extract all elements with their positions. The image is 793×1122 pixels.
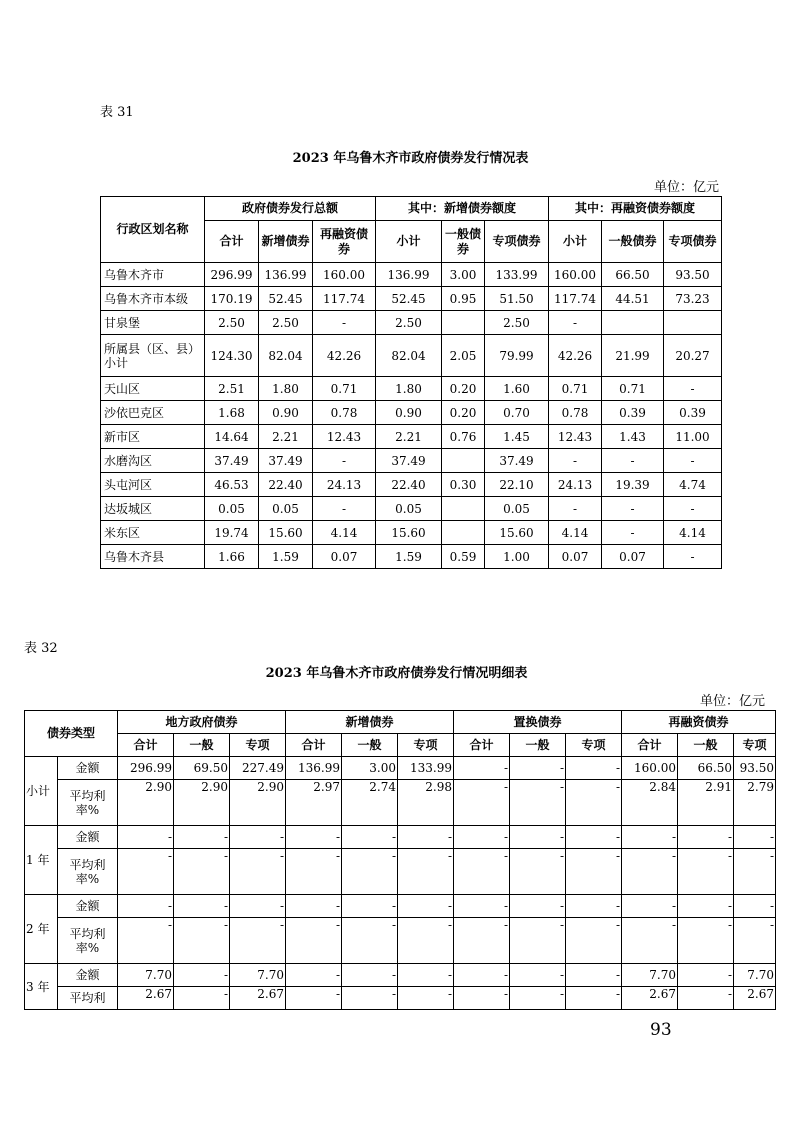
value-cell: - [566, 964, 622, 987]
page-number: 93 [650, 1020, 672, 1040]
column-header: 合计 [454, 734, 510, 757]
column-header: 一般 [174, 734, 230, 757]
value-cell: - [678, 826, 734, 849]
value-cell: - [286, 987, 342, 1010]
value-cell: - [454, 826, 510, 849]
value-cell: 136.99 [259, 263, 313, 287]
value-cell: 0.76 [442, 425, 485, 449]
value-cell: - [118, 895, 174, 918]
value-cell: - [286, 895, 342, 918]
amount-label: 金额 [58, 964, 118, 987]
value-cell: 0.07 [602, 545, 664, 569]
value-cell: - [622, 849, 678, 895]
value-cell: 14.64 [205, 425, 259, 449]
column-header: 合计 [622, 734, 678, 757]
value-cell: - [230, 849, 286, 895]
value-cell: - [313, 311, 376, 335]
value-cell: - [286, 826, 342, 849]
value-cell: - [454, 849, 510, 895]
value-cell: 2.51 [205, 377, 259, 401]
column-header: 专项 [398, 734, 454, 757]
value-cell: 0.95 [442, 287, 485, 311]
value-cell: - [678, 895, 734, 918]
value-cell: - [602, 521, 664, 545]
table-row [101, 449, 722, 473]
column-header: 一般债券 [602, 221, 664, 263]
value-cell: 11.00 [664, 425, 722, 449]
amount-label: 金额 [58, 826, 118, 849]
value-cell: - [566, 895, 622, 918]
value-cell: 2.97 [286, 780, 342, 826]
value-cell: 0.30 [442, 473, 485, 497]
value-cell: 1.43 [602, 425, 664, 449]
value-cell: - [398, 849, 454, 895]
value-cell: 227.49 [230, 757, 286, 780]
value-cell: - [510, 964, 566, 987]
region-name: 甘泉堡 [101, 311, 205, 335]
value-cell: 1.80 [259, 377, 313, 401]
value-cell [442, 521, 485, 545]
value-cell: - [454, 987, 510, 1010]
table-31-unit: 单位：亿元 [654, 180, 720, 195]
rate-label: 平均利率% [58, 849, 118, 895]
value-cell [442, 449, 485, 473]
value-cell [602, 311, 664, 335]
value-cell: 0.39 [664, 401, 722, 425]
value-cell: - [510, 826, 566, 849]
value-cell: 124.30 [205, 335, 259, 377]
value-cell: 2.50 [485, 311, 549, 335]
value-cell: 2.79 [734, 780, 776, 826]
column-header: 一般 [342, 734, 398, 757]
value-cell: 93.50 [734, 757, 776, 780]
value-cell: - [510, 849, 566, 895]
value-cell: - [342, 918, 398, 964]
value-cell: 22.40 [376, 473, 442, 497]
value-cell: - [118, 849, 174, 895]
value-cell: 15.60 [485, 521, 549, 545]
value-cell: - [664, 545, 722, 569]
value-cell: - [622, 895, 678, 918]
value-cell: - [510, 780, 566, 826]
value-cell: 2.90 [174, 780, 230, 826]
value-cell: 44.51 [602, 287, 664, 311]
region-name: 天山区 [101, 377, 205, 401]
value-cell: 37.49 [205, 449, 259, 473]
column-header: 新增债券 [259, 221, 313, 263]
value-cell: 136.99 [286, 757, 342, 780]
region-name: 乌鲁木齐市本级 [101, 287, 205, 311]
value-cell: - [566, 918, 622, 964]
value-cell: 69.50 [174, 757, 230, 780]
value-cell: 136.99 [376, 263, 442, 287]
region-name: 水磨沟区 [101, 449, 205, 473]
value-cell: 160.00 [622, 757, 678, 780]
value-cell: 1.68 [205, 401, 259, 425]
value-cell: - [398, 918, 454, 964]
value-cell [442, 311, 485, 335]
value-cell: 0.90 [376, 401, 442, 425]
value-cell: - [566, 757, 622, 780]
region-name: 米东区 [101, 521, 205, 545]
value-cell: 296.99 [118, 757, 174, 780]
table-row [25, 849, 776, 895]
table-row [25, 757, 776, 780]
value-cell: - [454, 964, 510, 987]
value-cell: 1.66 [205, 545, 259, 569]
value-cell: - [664, 449, 722, 473]
value-cell: - [230, 918, 286, 964]
value-cell: 20.27 [664, 335, 722, 377]
table-row [25, 987, 776, 1010]
value-cell: - [734, 826, 776, 849]
value-cell: 2.50 [205, 311, 259, 335]
value-cell: 66.50 [678, 757, 734, 780]
value-cell: 2.21 [376, 425, 442, 449]
rate-label: 平均利率% [58, 780, 118, 826]
value-cell: - [664, 377, 722, 401]
value-cell: 0.05 [205, 497, 259, 521]
value-cell: 73.23 [664, 287, 722, 311]
value-cell: 2.67 [622, 987, 678, 1010]
value-cell: - [510, 757, 566, 780]
group-header-refi: 其中：再融资债券额度 [549, 197, 722, 221]
value-cell: 296.99 [205, 263, 259, 287]
value-cell: 0.20 [442, 377, 485, 401]
value-cell: - [118, 826, 174, 849]
value-cell: - [174, 918, 230, 964]
region-name: 乌鲁木齐县 [101, 545, 205, 569]
value-cell: 0.70 [485, 401, 549, 425]
term-group: 小计 [25, 757, 58, 826]
table-row [101, 377, 722, 401]
value-cell: 2.67 [118, 987, 174, 1010]
term-group: 1 年 [25, 826, 58, 895]
value-cell: 117.74 [549, 287, 602, 311]
column-header: 专项债券 [664, 221, 722, 263]
value-cell: 12.43 [549, 425, 602, 449]
value-cell: 7.70 [622, 964, 678, 987]
value-cell: - [398, 964, 454, 987]
value-cell: 52.45 [376, 287, 442, 311]
value-cell: 46.53 [205, 473, 259, 497]
column-header: 一般债券 [442, 221, 485, 263]
value-cell: 22.10 [485, 473, 549, 497]
column-header: 合计 [118, 734, 174, 757]
value-cell: 2.50 [376, 311, 442, 335]
region-name: 所属县（区、县）小计 [101, 335, 205, 377]
value-cell: 4.14 [664, 521, 722, 545]
region-name: 乌鲁木齐市 [101, 263, 205, 287]
value-cell: 24.13 [549, 473, 602, 497]
rate-label: 平均利率% [58, 918, 118, 964]
value-cell: - [549, 311, 602, 335]
value-cell: 82.04 [259, 335, 313, 377]
value-cell: - [734, 849, 776, 895]
value-cell: 1.59 [259, 545, 313, 569]
value-cell: - [286, 964, 342, 987]
value-cell: - [566, 987, 622, 1010]
value-cell: 2.74 [342, 780, 398, 826]
term-group: 3 年 [25, 964, 58, 1010]
value-cell: 7.70 [734, 964, 776, 987]
column-header: 专项 [566, 734, 622, 757]
value-cell: 7.70 [230, 964, 286, 987]
column-header: 小计 [376, 221, 442, 263]
table-row [101, 401, 722, 425]
value-cell: 0.05 [485, 497, 549, 521]
table-31-title: 2023 年乌鲁木齐市政府债券发行情况表 [292, 151, 529, 166]
value-cell: - [230, 826, 286, 849]
value-cell: - [118, 918, 174, 964]
table-row [101, 497, 722, 521]
table-31 [100, 196, 722, 569]
value-cell: - [454, 780, 510, 826]
value-cell: 7.70 [118, 964, 174, 987]
column-header: 合计 [286, 734, 342, 757]
value-cell: 1.60 [485, 377, 549, 401]
table-row [25, 780, 776, 826]
value-cell: - [286, 918, 342, 964]
value-cell: 0.07 [313, 545, 376, 569]
group-header-replacement: 置换债券 [454, 711, 622, 734]
value-cell: - [313, 497, 376, 521]
value-cell: - [602, 449, 664, 473]
value-cell: 2.90 [230, 780, 286, 826]
value-cell: 82.04 [376, 335, 442, 377]
column-header: 小计 [549, 221, 602, 263]
value-cell: 2.91 [678, 780, 734, 826]
table-32-title: 2023 年乌鲁木齐市政府债券发行情况明细表 [265, 666, 528, 681]
value-cell: - [342, 895, 398, 918]
value-cell: - [566, 849, 622, 895]
value-cell: 2.05 [442, 335, 485, 377]
value-cell [664, 311, 722, 335]
value-cell: - [549, 449, 602, 473]
value-cell: - [678, 849, 734, 895]
value-cell: - [342, 826, 398, 849]
table-row [25, 895, 776, 918]
table-row [101, 263, 722, 287]
value-cell: 160.00 [313, 263, 376, 287]
value-cell: 15.60 [376, 521, 442, 545]
value-cell: - [454, 895, 510, 918]
amount-label: 金额 [58, 895, 118, 918]
group-header-total: 政府债券发行总额 [205, 197, 376, 221]
value-cell: - [454, 918, 510, 964]
value-cell: 24.13 [313, 473, 376, 497]
value-cell: - [510, 895, 566, 918]
column-header: 专项 [230, 734, 286, 757]
value-cell: 2.67 [734, 987, 776, 1010]
value-cell: 0.05 [376, 497, 442, 521]
table-32-label: 表 32 [24, 641, 58, 656]
value-cell: - [678, 964, 734, 987]
group-header-new: 新增债券 [286, 711, 454, 734]
value-cell: 0.71 [602, 377, 664, 401]
value-cell: 117.74 [313, 287, 376, 311]
table-row [101, 545, 722, 569]
column-header: 一般 [678, 734, 734, 757]
table-32 [24, 710, 776, 1010]
value-cell: 2.50 [259, 311, 313, 335]
value-cell: - [678, 918, 734, 964]
value-cell: - [622, 918, 678, 964]
amount-label: 金额 [58, 757, 118, 780]
value-cell: - [174, 849, 230, 895]
value-cell: 15.60 [259, 521, 313, 545]
value-cell: - [566, 826, 622, 849]
value-cell: - [286, 849, 342, 895]
value-cell: 4.14 [549, 521, 602, 545]
value-cell: - [734, 895, 776, 918]
region-name: 达坂城区 [101, 497, 205, 521]
table-31-label: 表 31 [100, 105, 134, 120]
value-cell: 42.26 [549, 335, 602, 377]
table-32-unit: 单位：亿元 [700, 694, 766, 709]
value-cell: 1.80 [376, 377, 442, 401]
value-cell: - [398, 987, 454, 1010]
table-row [101, 425, 722, 449]
value-cell: 0.78 [313, 401, 376, 425]
value-cell: 1.59 [376, 545, 442, 569]
value-cell: - [342, 849, 398, 895]
column-header: 专项 [734, 734, 776, 757]
value-cell: 0.90 [259, 401, 313, 425]
value-cell: 0.78 [549, 401, 602, 425]
value-cell: 160.00 [549, 263, 602, 287]
table-row [25, 964, 776, 987]
value-cell: 1.45 [485, 425, 549, 449]
value-cell: 133.99 [485, 263, 549, 287]
value-cell: - [174, 895, 230, 918]
value-cell: 52.45 [259, 287, 313, 311]
value-cell: 42.26 [313, 335, 376, 377]
value-cell: 0.39 [602, 401, 664, 425]
value-cell: - [678, 987, 734, 1010]
value-cell: 19.74 [205, 521, 259, 545]
value-cell: 66.50 [602, 263, 664, 287]
value-cell: 51.50 [485, 287, 549, 311]
value-cell: - [342, 987, 398, 1010]
value-cell: - [398, 895, 454, 918]
group-header-new: 其中：新增债券额度 [376, 197, 549, 221]
value-cell: 21.99 [602, 335, 664, 377]
region-header: 行政区划名称 [101, 197, 205, 263]
value-cell: - [454, 757, 510, 780]
group-header-local: 地方政府债券 [118, 711, 286, 734]
table-row [25, 918, 776, 964]
value-cell: - [734, 918, 776, 964]
value-cell: 170.19 [205, 287, 259, 311]
value-cell: - [602, 497, 664, 521]
column-header: 一般 [510, 734, 566, 757]
value-cell: 3.00 [342, 757, 398, 780]
value-cell [442, 497, 485, 521]
value-cell: 22.40 [259, 473, 313, 497]
column-header: 合计 [205, 221, 259, 263]
value-cell: 2.98 [398, 780, 454, 826]
table-row [101, 287, 722, 311]
value-cell: 133.99 [398, 757, 454, 780]
value-cell: 3.00 [442, 263, 485, 287]
value-cell: 1.00 [485, 545, 549, 569]
value-cell: 2.90 [118, 780, 174, 826]
region-name: 新市区 [101, 425, 205, 449]
value-cell: - [342, 964, 398, 987]
value-cell: - [549, 497, 602, 521]
value-cell: - [230, 895, 286, 918]
value-cell: - [174, 964, 230, 987]
table-row [101, 521, 722, 545]
value-cell: - [510, 987, 566, 1010]
value-cell: 93.50 [664, 263, 722, 287]
value-cell: 2.84 [622, 780, 678, 826]
region-name: 头屯河区 [101, 473, 205, 497]
rate-label: 平均利 [58, 987, 118, 1010]
value-cell: 0.20 [442, 401, 485, 425]
column-header: 专项债券 [485, 221, 549, 263]
value-cell: - [664, 497, 722, 521]
term-group: 2 年 [25, 895, 58, 964]
value-cell: 37.49 [376, 449, 442, 473]
value-cell: 79.99 [485, 335, 549, 377]
value-cell: 2.21 [259, 425, 313, 449]
value-cell: 19.39 [602, 473, 664, 497]
value-cell: 0.71 [549, 377, 602, 401]
value-cell: 12.43 [313, 425, 376, 449]
value-cell: 4.14 [313, 521, 376, 545]
column-header: 再融资债券 [313, 221, 376, 263]
value-cell: 0.05 [259, 497, 313, 521]
table-row [101, 311, 722, 335]
value-cell: - [510, 918, 566, 964]
value-cell: - [174, 987, 230, 1010]
value-cell: 0.07 [549, 545, 602, 569]
value-cell: 0.71 [313, 377, 376, 401]
value-cell: - [398, 826, 454, 849]
table-row [101, 473, 722, 497]
value-cell: 37.49 [259, 449, 313, 473]
value-cell: - [174, 826, 230, 849]
value-cell: - [566, 780, 622, 826]
region-name: 沙依巴克区 [101, 401, 205, 425]
value-cell: - [622, 826, 678, 849]
group-header-refinancing: 再融资债券 [622, 711, 776, 734]
table-row [25, 826, 776, 849]
value-cell: 37.49 [485, 449, 549, 473]
value-cell: - [313, 449, 376, 473]
bond-type-header: 债券类型 [25, 711, 118, 757]
table-row [101, 335, 722, 377]
value-cell: 0.59 [442, 545, 485, 569]
value-cell: 4.74 [664, 473, 722, 497]
value-cell: 2.67 [230, 987, 286, 1010]
